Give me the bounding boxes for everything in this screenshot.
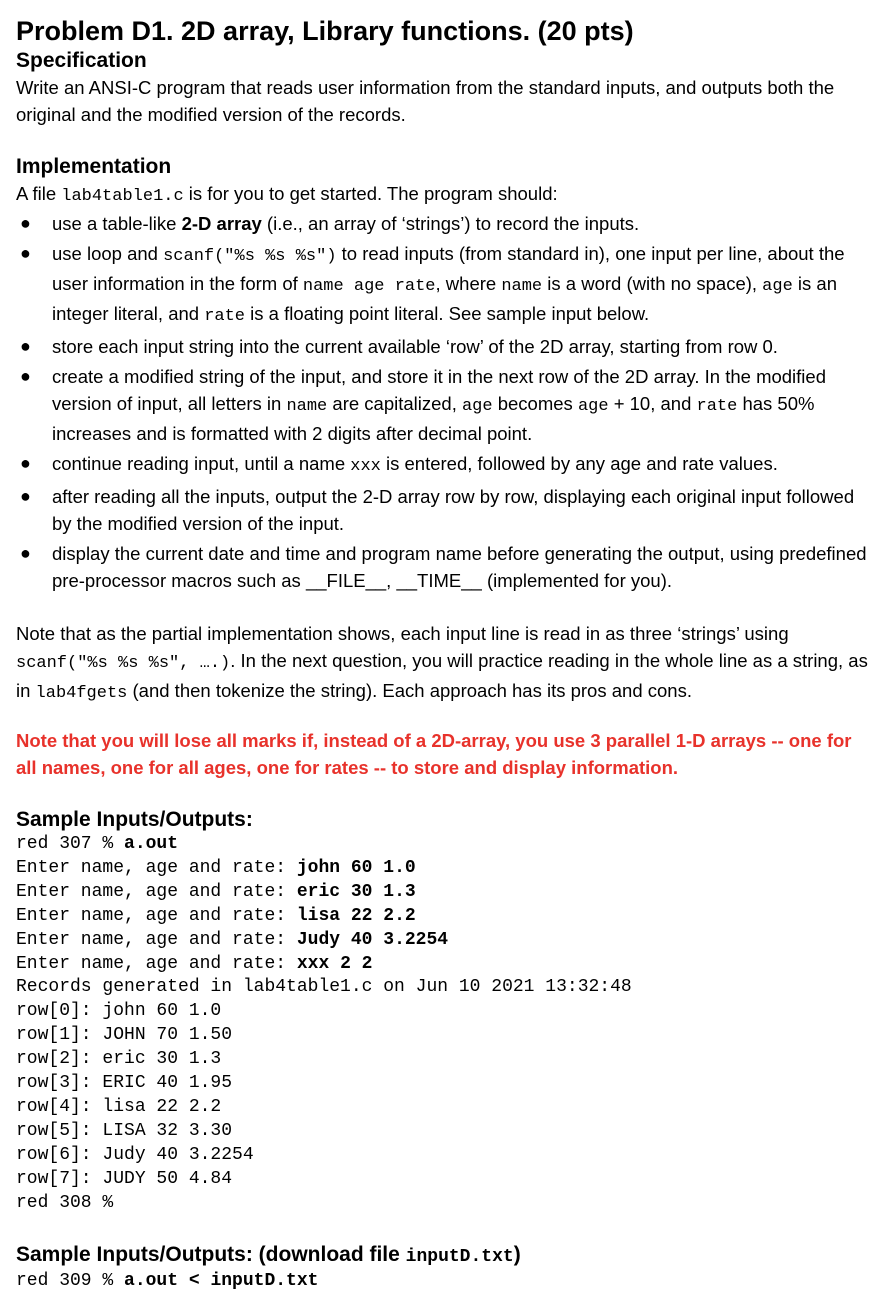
list-item: ● use loop and scanf("%s %s %s") to read inputs (from standard in), one input per line, about the user information in the form of name age rate, where name is a word (with no space), age is an integer literal, and rate is a floating point literal. See sample input below.: [16, 240, 876, 330]
output-row: row[3]: ERIC 40 1.95: [16, 1073, 233, 1094]
implementation-intro: A file lab4table1.c is for you to get started. The program should:: [16, 183, 558, 206]
user-input: john 60 1.0: [296, 857, 416, 878]
bullet-icon: ●: [20, 453, 31, 473]
user-input: eric 30 1.3: [296, 881, 416, 902]
output-row: row[2]: eric 30 1.3: [16, 1049, 222, 1070]
warning-note: Note that you will lose all marks if, instead of a 2D-array, you use 3 parallel 1-D arrays -- one for all names, one for all ages, one for rates -- to store and display information.: [16, 730, 852, 778]
terminal-sample-1: red 307 % a.out Enter name, age and rate: john 60 1.0 Enter name, age and rate: eric 30 1.3 Enter name, age and rate: lisa 22 2.2 Enter name, age and rate: Judy 40 3.2254 Enter name, age and rate: xxx 2 2 Records generated in lab4table1.c on Jun 10 2021 13:32:48 row[0]: john 60 1.0 row[1]: JOHN 70 1.50 row[2]: eric 30 1.3 row[3]: ERIC 40 1.95 row[4]: lisa 22 2.2 row[5]: LISA 32 3.30 row[6]: Judy 40 3.2254 row[7]: JUDY 50 4.84 red 308 %: [16, 834, 632, 1213]
bullet-icon: ●: [20, 243, 31, 263]
list-item: ● continue reading input, until a name xxx is entered, followed by any age and rate values.: [16, 450, 876, 480]
list-item: ● display the current date and time and program name before generating the output, using predefined pre-processor macros such as __FILE__, __TIME__ (implemented for you).: [16, 540, 876, 594]
bullet-icon: ●: [20, 366, 31, 386]
list-item: ● store each input string into the current available ‘row’ of the 2D array, starting from row 0.: [16, 333, 876, 360]
user-input: Judy 40 3.2254: [296, 929, 449, 950]
implementation-heading: Implementation: [16, 155, 172, 178]
list-item: ● create a modified string of the input, and store it in the next row of the 2D array. In the modified version of input, all letters in name are capitalized, age becomes age + 10, and rate has 50% increases and is formatted with 2 digits after decimal point.: [16, 363, 876, 447]
user-input: xxx 2 2: [296, 953, 373, 974]
list-item: ● use a table-like 2-D array (i.e., an array of ‘strings’) to record the inputs.: [16, 210, 876, 237]
output-row: row[7]: JUDY 50 4.84: [16, 1168, 233, 1189]
bullet-icon: ●: [20, 486, 31, 506]
output-row: row[5]: LISA 32 3.30: [16, 1120, 233, 1141]
output-row: row[6]: Judy 40 3.2254: [16, 1144, 254, 1165]
bullet-icon: ●: [20, 336, 31, 356]
bullet-icon: ●: [20, 543, 31, 563]
requirements-list: [16, 210, 876, 594]
list-item: ● after reading all the inputs, output the 2-D array row by row, displaying each original input followed by the modified version of the input.: [16, 483, 876, 537]
bullet-icon: ●: [20, 213, 31, 233]
user-input: lisa 22 2.2: [296, 905, 416, 926]
specification-text: Write an ANSI-C program that reads user information from the standard inputs, and outputs both the original and the modified version of the records.: [16, 77, 835, 125]
sample-io-download-heading: Sample Inputs/Outputs: (download file inputD.txt): [16, 1242, 521, 1267]
specification-heading: Specification: [16, 49, 147, 72]
records-line: Records generated in lab4table1.c on Jun 10 2021 13:32:48: [16, 977, 632, 998]
sample-io-heading: Sample Inputs/Outputs:: [16, 808, 253, 831]
approach-note: Note that as the partial implementation shows, each input line is read in as three ‘strings’ using scanf("%s %s %s", ….). In the next question, you will practice reading in the whole line as a string, as in lab4fgets (and then tokenize the string). Each approach has its pros and cons.: [16, 623, 868, 703]
problem-document: [16, 14, 876, 1293]
output-row: row[4]: lisa 22 2.2: [16, 1096, 222, 1117]
problem-title: Problem D1. 2D array, Library functions. (20 pts): [16, 16, 634, 46]
output-row: row[1]: JOHN 70 1.50: [16, 1025, 233, 1046]
starter-file-name: lab4table1.c: [61, 187, 184, 206]
output-row: row[0]: john 60 1.0: [16, 1001, 222, 1022]
terminal-sample-2: red 309 % a.out < inputD.txt: [16, 1270, 319, 1291]
input-file-name: inputD.txt: [405, 1246, 514, 1267]
